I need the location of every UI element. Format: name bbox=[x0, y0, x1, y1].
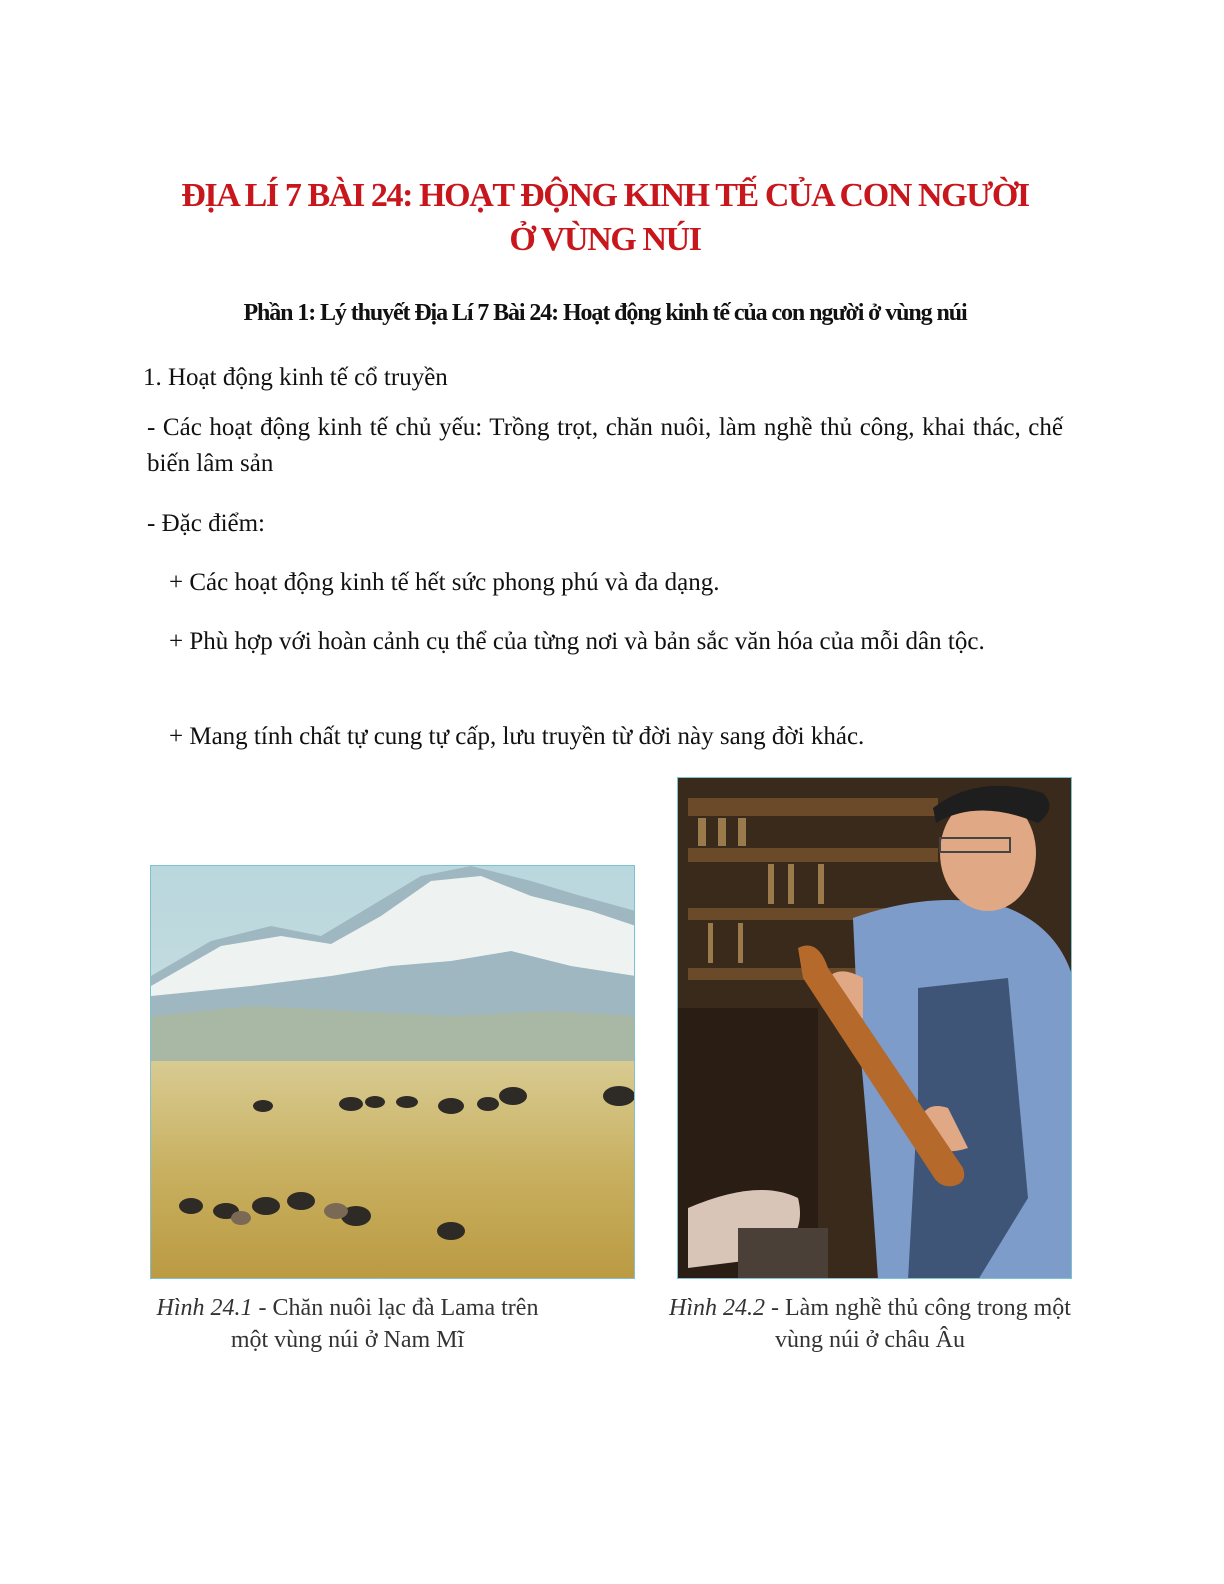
figure-2-caption-line1: - Làm nghề thủ công trong một bbox=[765, 1295, 1071, 1321]
figure-2-caption-line2: vùng núi ở châu Âu bbox=[775, 1327, 965, 1353]
page-title bbox=[100, 174, 1110, 262]
figure-craftsman-image bbox=[677, 777, 1072, 1279]
bullet-self-sufficient: + Mang tính chất tự cung tự cấp, lưu truyền từ đời này sang đời khác. bbox=[169, 723, 865, 750]
figure-1-caption-line2: một vùng núi ở Nam Mĩ bbox=[230, 1327, 465, 1353]
title-line-1: ĐỊA LÍ 7 BÀI 24: HOẠT ĐỘNG KINH TẾ CỦA CON NGƯỜI bbox=[181, 177, 1029, 214]
figure-1-label: Hình 24.1 bbox=[156, 1295, 253, 1321]
bullet-diverse: + Các hoạt động kinh tế hết sức phong phú và đa dạng. bbox=[169, 569, 720, 596]
figure-2-label: Hình 24.2 bbox=[669, 1295, 766, 1321]
title-line-2: Ở VÙNG NÚI bbox=[509, 221, 701, 258]
figure-1-caption-line1: - Chăn nuôi lạc đà Lama trên bbox=[252, 1295, 539, 1321]
figure-1-caption bbox=[150, 1292, 545, 1356]
section-subtitle: Phần 1: Lý thuyết Địa Lí 7 Bài 24: Hoạt động kinh tế của con người ở vùng núi bbox=[243, 300, 967, 326]
paragraph-features-label: - Đặc điểm: bbox=[147, 510, 266, 537]
figure-llamas-image bbox=[150, 865, 635, 1279]
bullet-suitable: + Phù hợp với hoàn cảnh cụ thể của từng nơi và bản sắc văn hóa của mỗi dân tộc. bbox=[169, 628, 985, 655]
section-heading: 1. Hoạt động kinh tế cổ truyền bbox=[143, 364, 448, 391]
paragraph-activities: - Các hoạt động kinh tế chủ yếu: Trồng trọt, chăn nuôi, làm nghề thủ công, khai thác, chế biến lâm sản bbox=[147, 414, 1063, 477]
figure-2-caption bbox=[665, 1292, 1075, 1356]
